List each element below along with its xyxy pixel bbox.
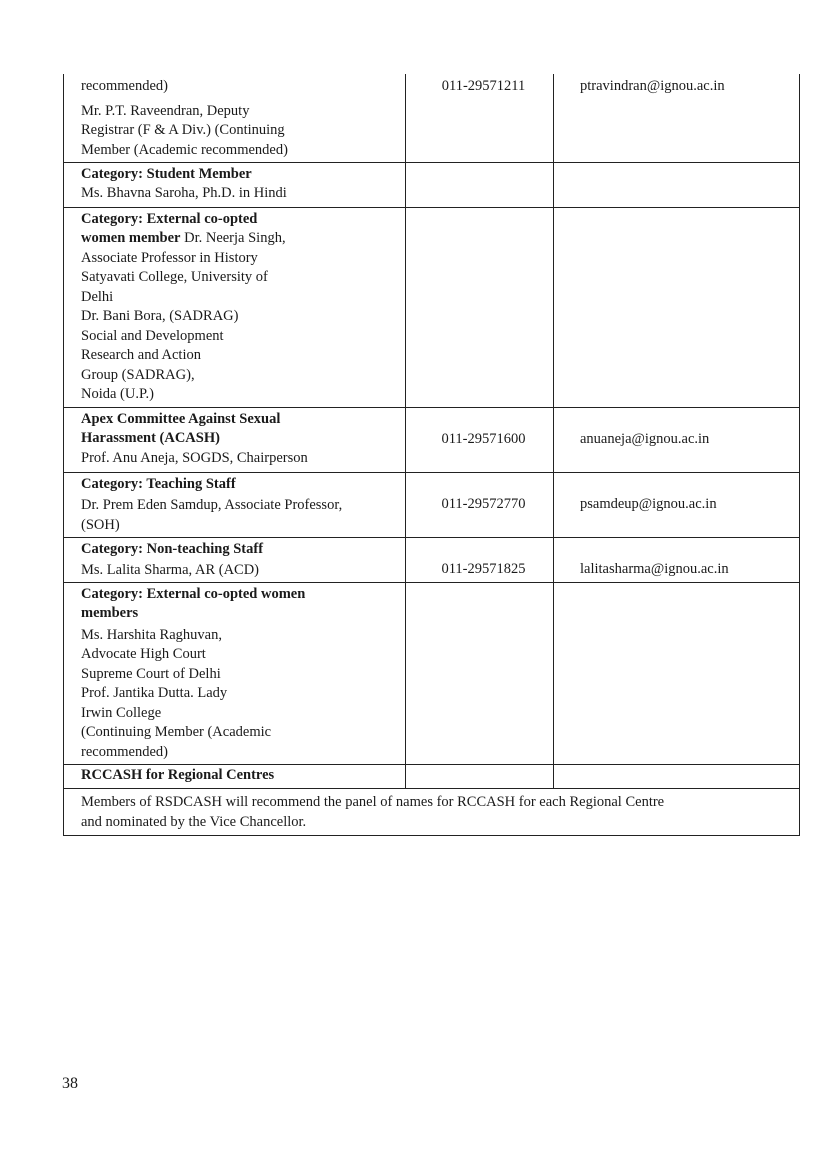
email-cell (554, 162, 800, 207)
member-line: Dr. Neerja Singh, (180, 230, 286, 246)
email-address: psamdeup@ignou.ac.in (580, 495, 717, 512)
member-line: Ms. Bhavna Saroha, Ph.D. in Hindi (81, 185, 287, 201)
table-row (64, 788, 800, 835)
phone-cell (406, 472, 554, 537)
member-line: Irwin College (81, 704, 162, 721)
phone-cell (406, 207, 554, 407)
table-row (64, 582, 800, 764)
table-row (64, 207, 800, 407)
category-heading: Harassment (ACASH) (81, 430, 220, 446)
phone-cell (406, 407, 554, 472)
phone-number: 011-29571825 (441, 560, 526, 577)
note-line: and nominated by the Vice Chancellor. (81, 813, 307, 830)
category-heading: women member (81, 230, 181, 246)
phone-number: 011-29571600 (441, 430, 526, 447)
member-line: Registrar (F & A Div.) (Continuing (81, 122, 285, 138)
member-line: Ms. Harshita Raghuvan, (81, 626, 222, 643)
member-line: Associate Professor in History (81, 249, 258, 266)
member-line: Prof. Anu Aneja, SOGDS, Chairperson (81, 449, 308, 466)
table-row (64, 162, 800, 207)
member-line: Dr. Prem Eden Samdup, Associate Professor, (81, 497, 343, 513)
email-cell (554, 472, 800, 537)
committee-table (63, 74, 800, 836)
note-line: Members of RSDCASH will recommend the panel of names for RCCASH for each Regional Centre (81, 793, 665, 810)
email-address: ptravindran@ignou.ac.in (580, 78, 725, 94)
email-cell (554, 582, 800, 764)
category-heading: Category: Non-teaching Staff (81, 540, 264, 557)
email-cell (554, 207, 800, 407)
phone-number: 011-29571211 (441, 78, 526, 94)
category-heading: Category: Teaching Staff (81, 475, 236, 492)
member-line: Mr. P.T. Raveendran, Deputy (81, 102, 250, 119)
page-number: 38 (62, 1075, 78, 1092)
table-row (64, 472, 800, 537)
email-cell (554, 407, 800, 472)
member-cell (64, 207, 406, 407)
phone-cell (406, 582, 554, 764)
member-line: Group (SADRAG), (81, 366, 195, 383)
member-line: Noida (U.P.) (81, 386, 154, 402)
category-heading: Category: External co-opted women (81, 585, 306, 602)
email-address: lalitasharma@ignou.ac.in (580, 560, 729, 577)
member-cell (64, 582, 406, 764)
member-line: Advocate High Court (81, 646, 206, 662)
table-row (64, 764, 800, 788)
member-line: (SOH) (81, 516, 120, 533)
member-line: Supreme Court of Delhi (81, 665, 221, 682)
category-heading: Apex Committee Against Sexual (81, 410, 281, 427)
member-cell (64, 472, 406, 537)
member-cell (64, 162, 406, 207)
phone-cell (406, 764, 554, 788)
phone-cell (406, 162, 554, 207)
table-row (64, 407, 800, 472)
member-line: Satyavati College, University of (81, 269, 268, 285)
table-row (64, 74, 800, 162)
phone-cell (406, 537, 554, 582)
phone-number: 011-29572770 (441, 495, 526, 512)
member-line: Prof. Jantika Dutta. Lady (81, 685, 228, 701)
member-line: recommended) (81, 78, 168, 94)
member-line: Member (Academic recommended) (81, 141, 288, 158)
member-line: (Continuing Member (Academic (81, 724, 272, 740)
member-line: Ms. Lalita Sharma, AR (ACD) (81, 562, 260, 578)
member-cell (64, 764, 406, 788)
category-heading: Category: External co-opted (81, 210, 258, 227)
member-line: Research and Action (81, 347, 201, 363)
member-line: Delhi (81, 288, 114, 305)
category-heading: RCCASH for Regional Centres (81, 766, 275, 783)
email-cell (554, 537, 800, 582)
note-cell (64, 788, 800, 835)
member-line: Dr. Bani Bora, (SADRAG) (81, 308, 239, 324)
email-cell (554, 74, 800, 162)
member-line: Social and Development (81, 327, 224, 344)
member-cell (64, 407, 406, 472)
category-heading: Category: Student Member (81, 165, 252, 182)
category-heading: members (81, 605, 139, 621)
member-cell (64, 74, 406, 162)
member-line: recommended) (81, 743, 168, 760)
email-cell (554, 764, 800, 788)
table-row (64, 537, 800, 582)
phone-cell (406, 74, 554, 162)
email-address: anuaneja@ignou.ac.in (580, 430, 710, 447)
member-cell (64, 537, 406, 582)
